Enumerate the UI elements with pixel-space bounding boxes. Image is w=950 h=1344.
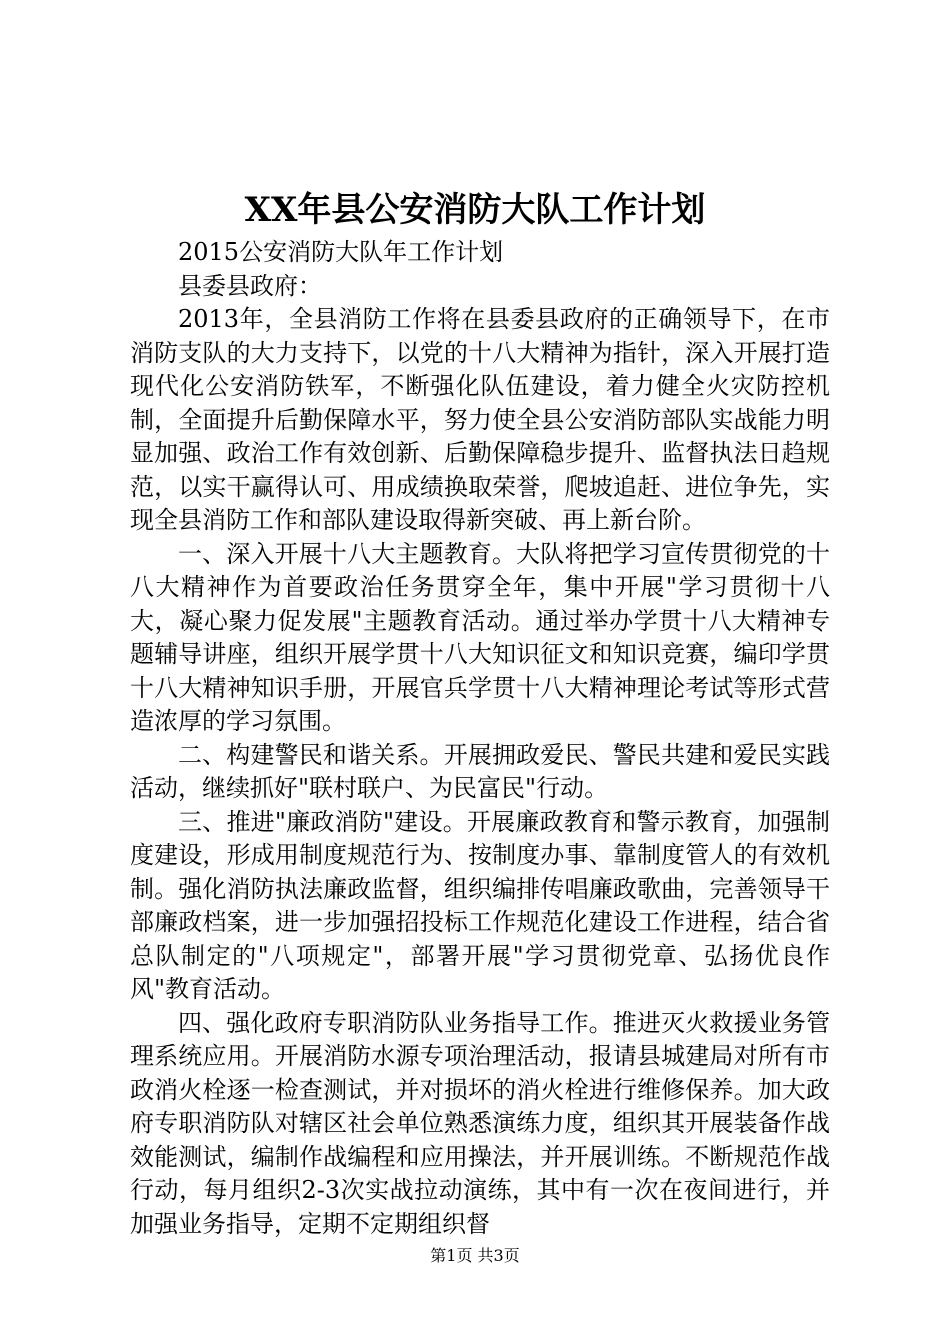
salutation-paragraph: 县委县政府： [178,271,322,300]
subtitle-paragraph: 2015公安消防大队年工作计划 [178,238,504,266]
page-number-footer: 第1页 共3页 [430,1246,520,1265]
intro-paragraph: 2013年，全县消防工作将在县委县政府的正确领导下，在市消防支队的大力支持下，以党的十八大精神为指针，深入开展打造现代化公安消防铁军，不断强化队伍建设，着力健全火灾防控机制，全面提升后勤保障水平，努力使全县公安消防部队实战能力明显加强、政治工作有效创新、后勤保障稳步提升、监督执法日趋规范，以实干赢得认可、用成绩换取荣誉，爬坡追赶、进位争先，实现全县消防工作和部队建设取得新突破、再上新台阶。 [130,305,830,534]
section-two-paragraph: 二、构建警民和谐关系。开展拥政爱民、警民共建和爱民实践活动，继续抓好"联村联户、为民富民"行动。 [130,740,830,802]
document-body [130,236,830,1241]
document-title: XX年县公安消防大队工作计划 [244,190,706,230]
section-four-paragraph: 四、强化政府专职消防队业务指导工作。推进灭火救援业务管理系统应用。开展消防水源专项治理活动，报请县城建局对所有市政消火栓逐一检查测试，并对损坏的消火栓进行维修保养。加大政府专职消防队对辖区社会单位熟悉演练力度，组织其开展装备作战效能测试，编制作战编程和应用操法，并开展训练。不断规范作战行动，每月组织2-3次实战拉动演练，其中有一次在夜间进行，并加强业务指导，定期不定期组织督 [130,1008,830,1238]
section-three-paragraph: 三、推进"廉政消防"建设。开展廉政教育和警示教育，加强制度建设，形成用制度规范行为、按制度办事、靠制度管人的有效机制。强化消防执法廉政监督，组织编排传唱廉政歌曲，完善领导干部廉政档案，进一步加强招投标工作规范化建设工作进程，结合省总队制定的"八项规定"，部署开展"学习贯彻党章、弘扬优良作风"教育活动。 [130,807,830,1003]
section-one-paragraph: 一、深入开展十八大主题教育。大队将把学习宣传贯彻党的十八大精神作为首要政治任务贯穿全年，集中开展"学习贯彻十八大，凝心聚力促发展"主题教育活动。通过举办学贯十八大精神专题辅导讲座，组织开展学贯十八大知识征文和知识竞赛，编印学贯十八大精神知识手册，开展官兵学贯十八大精神理论考试等形式营造浓厚的学习氛围。 [130,539,830,735]
